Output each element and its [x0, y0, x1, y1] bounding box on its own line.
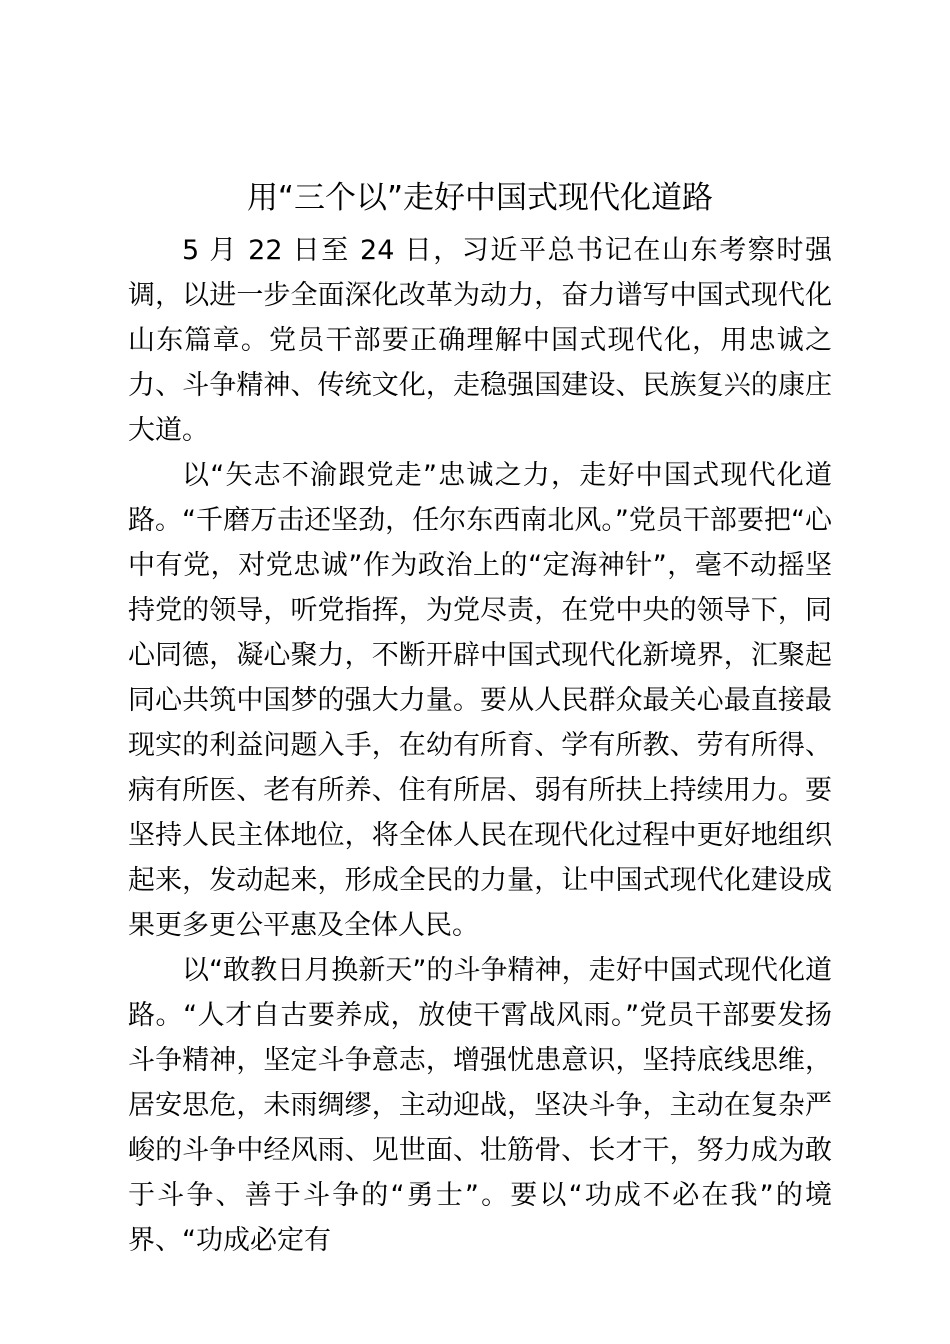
paragraph-3: 以“敢教日月换新天”的斗争精神，走好中国式现代化道路。“人才自古要养成，放使干霄战风雨。”党员干部要发扬斗争精神，坚定斗争意志，增强忧患意识，坚持底线思维，居安思危，未雨绸缪，主动迎战，坚决斗争，主动在复杂严峻的斗争中经风雨、见世面、壮筋骨、长才干，努力成为敢于斗争、善于斗争的“勇士”。要以“功成不必在我”的境界、“功成必定有 — [128, 955, 832, 1256]
document-page — [128, 168, 832, 1263]
paragraph-2: 以“矢志不渝跟党走”忠诚之力，走好中国式现代化道路。“千磨万击还坚劲，任尔东西南北风。”党员干部要把“心中有党，对党忠诚”作为政治上的“定海神针”，毫不动摇坚持党的领导，听党指挥，为党尽责，在党中央的领导下，同心同德，凝心聚力，不断开辟中国式现代化新境界，汇聚起同心共筑中国梦的强大力量。要从人民群众最关心最直接最现实的利益问题入手，在幼有所育、学有所教、劳有所得、病有所医、老有所养、住有所居、弱有所扶上持续用力。要坚持人民主体地位，将全体人民在现代化过程中更好地组织起来，发动起来，形成全民的力量，让中国式现代化建设成果更多更公平惠及全体人民。 — [128, 460, 832, 941]
paragraph-1: 5 月 22 日至 24 日，习近平总书记在山东考察时强调，以进一步全面深化改革为动力，奋力谱写中国式现代化山东篇章。党员干部要正确理解中国式现代化，用忠诚之力、斗争精神、传统文化，走稳强国建设、民族复兴的康庄大道。 — [128, 235, 832, 446]
document-title: 用“三个以”走好中国式现代化道路 — [246, 180, 714, 216]
